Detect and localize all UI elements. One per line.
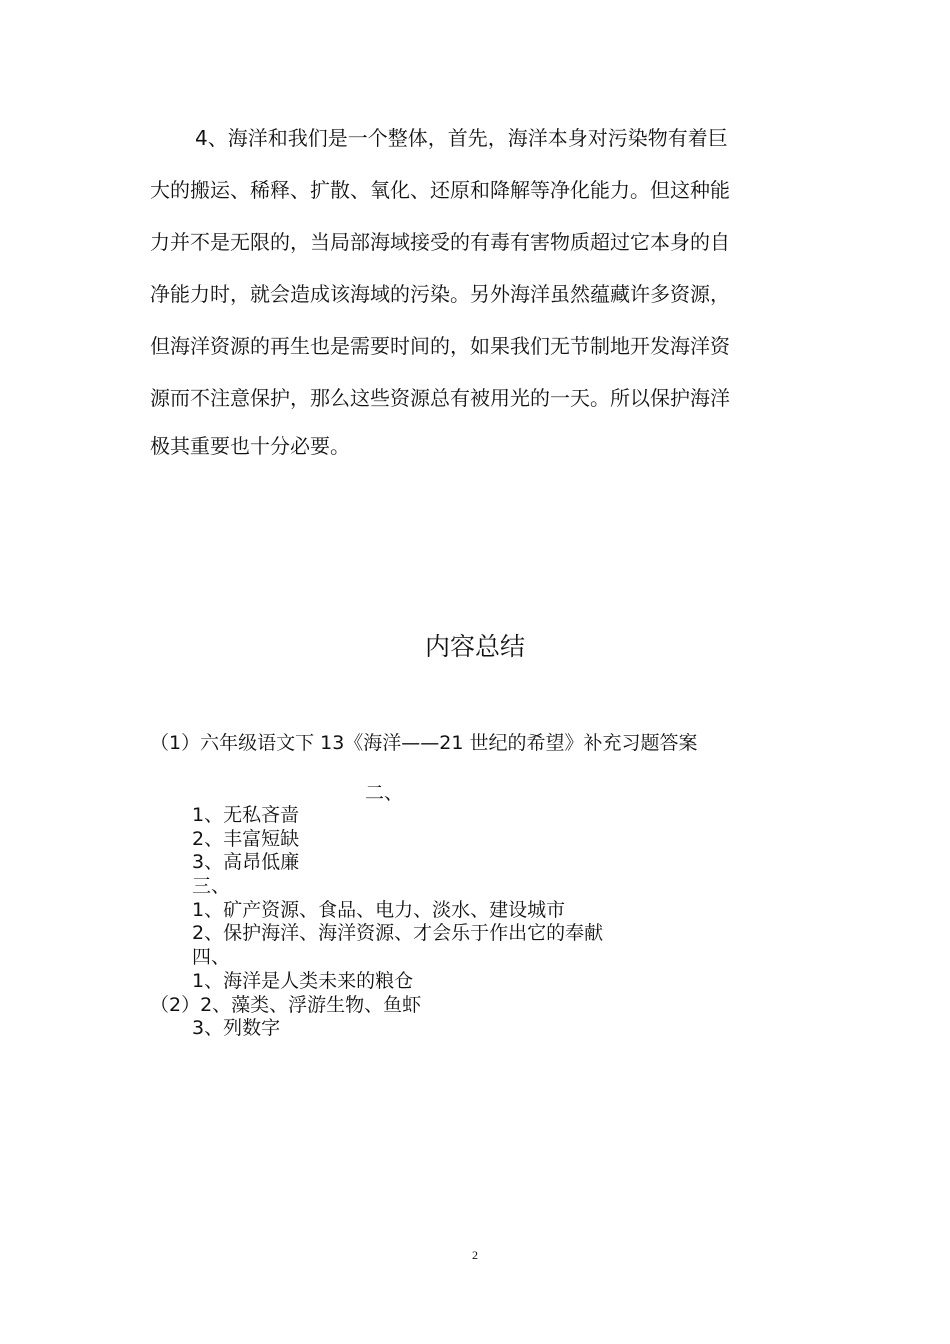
paragraph-line: 源而不注意保护，那么这些资源总有被用光的一天。所以保护海洋 [150,386,730,410]
paragraph-line: 力并不是无限的，当局部海域接受的有毒有害物质超过它本身的自 [150,230,730,254]
section-label: 四、 [192,946,231,968]
paragraph-line: 大的搬运、稀释、扩散、氧化、还原和降解等净化能力。但这种能 [150,178,730,202]
paragraph-line: 但海洋资源的再生也是需要时间的，如果我们无节制地开发海洋资 [150,334,730,358]
page-number: 2 [472,1248,478,1262]
summary-heading: 内容总结 [424,632,525,661]
answer-item: （2）2、藻类、浮游生物、鱼虾 [150,994,422,1016]
answer-item: 2、保护海洋、海洋资源、才会乐于作出它的奉献 [192,922,604,944]
answer-item: 1、矿产资源、食品、电力、淡水、建设城市 [192,899,566,921]
answer-item: 1、海洋是人类未来的粮仓 [192,970,414,992]
answer-item: 3、列数字 [192,1017,281,1039]
paragraph-line: 4、海洋和我们是一个整体，首先，海洋本身对污染物有着巨 [195,126,728,150]
answer-title: （1）六年级语文下 13《海洋——21 世纪的希望》补充习题答案 [150,732,698,754]
section-label: 二、 [365,782,404,804]
paragraph-line: 净能力时，就会造成该海域的污染。另外海洋虽然蕴藏许多资源， [150,282,730,306]
answer-item: 1、无私吝啬 [192,804,300,826]
section-label: 三、 [192,875,231,897]
answer-item: 3、高昂低廉 [192,851,300,873]
paragraph-line: 极其重要也十分必要。 [150,434,350,458]
answer-item: 2、丰富短缺 [192,828,300,850]
